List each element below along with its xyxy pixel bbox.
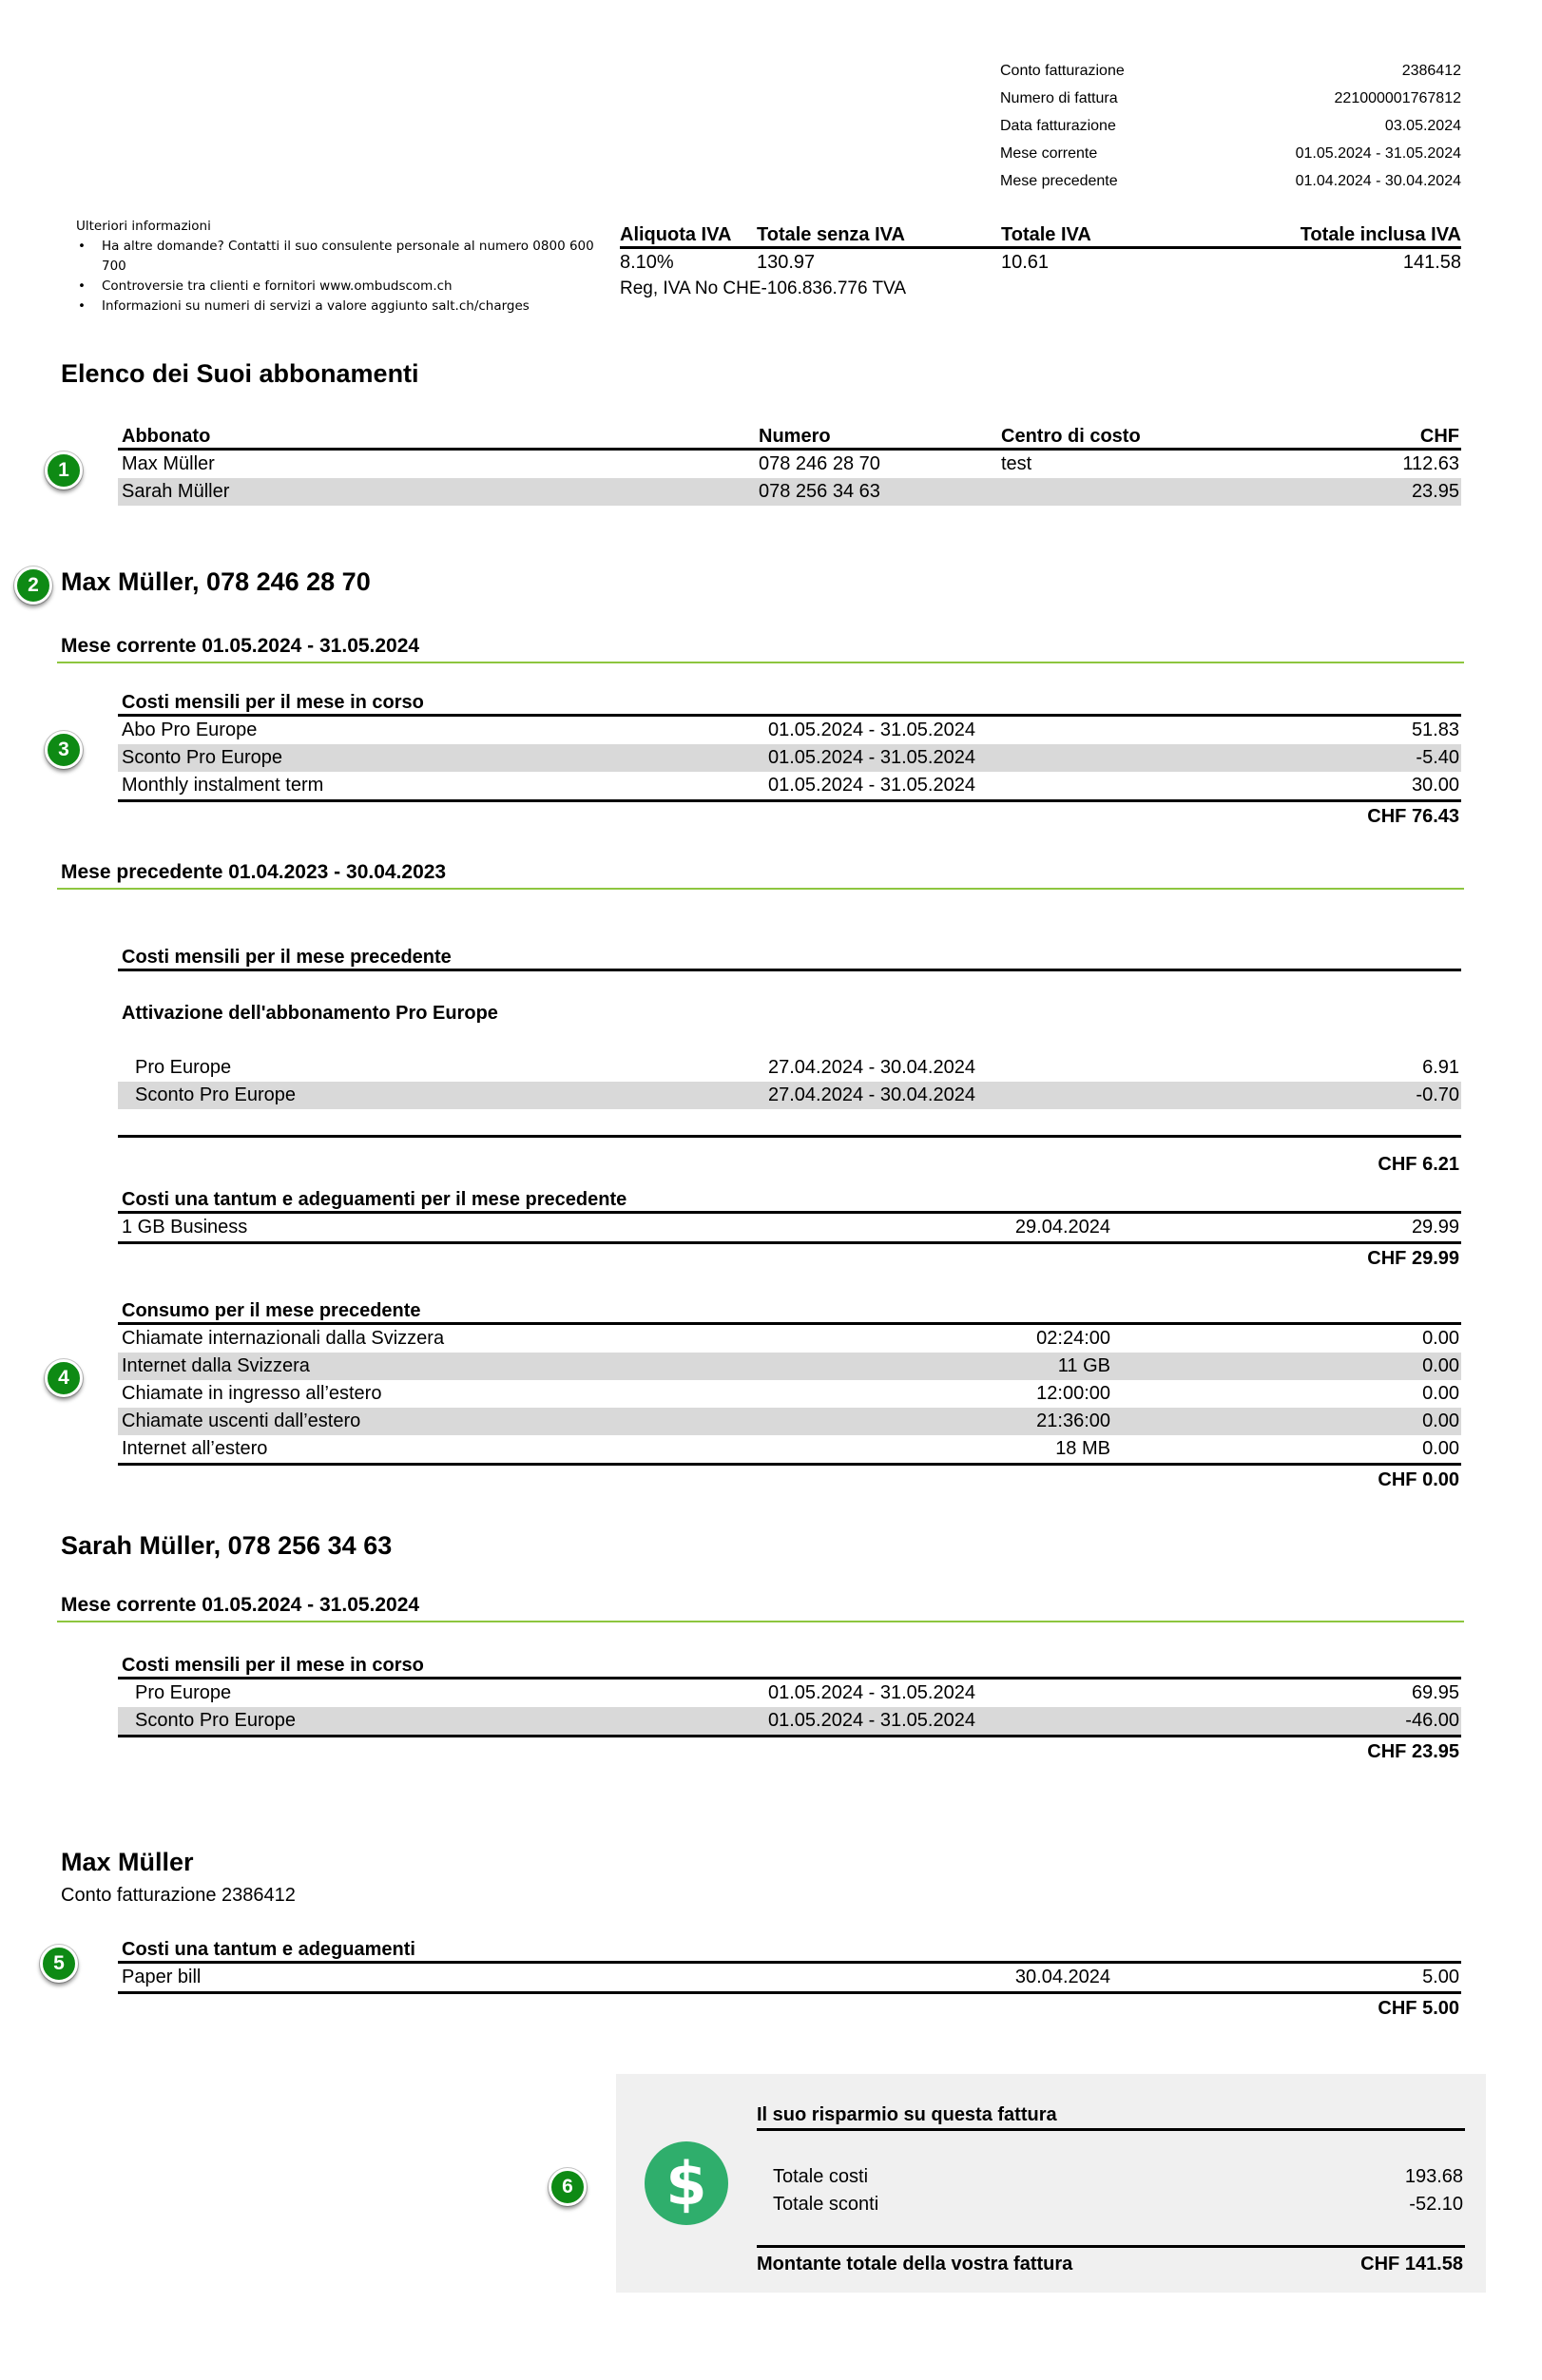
table-row — [118, 717, 1461, 744]
table-title: Costi mensili per il mese precedente — [118, 946, 1461, 971]
item-name: Chiamate in ingresso all’estero — [122, 1383, 382, 1404]
item-usage: 21:36:00 — [1036, 1411, 1110, 1431]
vat-header: Aliquota IVA — [620, 224, 732, 245]
table-total: CHF 29.99 — [1367, 1247, 1459, 1269]
header-value: 01.04.2024 - 30.04.2024 — [1295, 172, 1461, 189]
item-name: Abo Pro Europe — [122, 720, 258, 740]
table-total: CHF 23.95 — [1367, 1740, 1459, 1762]
subscriber-name: Sarah Müller — [122, 481, 230, 502]
table-row — [118, 1380, 1461, 1408]
account-holder-name: Max Müller — [61, 1848, 194, 1876]
item-usage: 18 MB — [1055, 1438, 1110, 1459]
item-name: Internet dalla Svizzera — [122, 1355, 310, 1376]
vat-value-row — [620, 249, 1461, 276]
item-name: Internet all’estero — [122, 1438, 268, 1459]
badge-5: 5 — [40, 1945, 78, 1983]
vat-total-incl: 141.58 — [1402, 251, 1461, 273]
more-info-item: • Controversie tra clienti e fornitori www.ombudscom.ch — [76, 277, 608, 297]
item-name: Pro Europe — [135, 1682, 232, 1703]
max-previous-one-time-costs — [118, 1188, 1461, 1273]
subscriber-cost-center: test — [1001, 453, 1032, 474]
table-row — [118, 1679, 1461, 1707]
table-row — [118, 744, 1461, 772]
table-row — [118, 1054, 1461, 1082]
item-amount: -46.00 — [1405, 1710, 1459, 1731]
savings-total-row — [757, 2248, 1465, 2280]
header-label: Mese corrente — [1000, 144, 1098, 162]
item-amount: 5.00 — [1422, 1967, 1459, 1987]
table-row — [118, 1964, 1461, 1991]
savings-value: 193.68 — [1404, 2166, 1463, 2187]
max-previous-monthly-costs — [118, 946, 1461, 1180]
more-info-title: Ulteriori informazioni — [76, 219, 211, 234]
header-label: Data fatturazione — [1000, 117, 1116, 134]
more-info-item: • Informazioni su numeri di servizi a valore aggiunto salt.ch/charges — [76, 297, 608, 317]
savings-total-value: CHF 141.58 — [1360, 2253, 1463, 2274]
badge-1: 1 — [45, 451, 83, 489]
header-value: 01.05.2024 - 31.05.2024 — [1295, 144, 1461, 162]
item-amount: 69.95 — [1411, 1682, 1459, 1703]
badge-2: 2 — [14, 566, 52, 605]
table-total: CHF 76.43 — [1367, 805, 1459, 827]
spacer — [118, 971, 1461, 1000]
item-amount: 0.00 — [1422, 1383, 1459, 1404]
header-value: 2386412 — [1401, 62, 1461, 79]
dollar-icon: $ — [645, 2141, 728, 2225]
subscriptions-table — [118, 423, 1461, 506]
max-current-monthly-costs — [118, 691, 1461, 831]
item-amount: 0.00 — [1422, 1438, 1459, 1459]
table-row — [118, 478, 1461, 506]
badge-3: 3 — [45, 731, 83, 769]
item-name: Monthly instalment term — [122, 775, 324, 796]
item-amount: 30.00 — [1411, 775, 1459, 796]
item-name: Sconto Pro Europe — [135, 1710, 296, 1731]
col-header-chf: CHF — [1419, 426, 1459, 447]
badge-6: 6 — [549, 2168, 587, 2206]
vat-total: 10.61 — [1001, 251, 1050, 273]
sarah-section-title: Sarah Müller, 078 256 34 63 — [61, 1531, 393, 1560]
item-name: Chiamate uscenti dall’estero — [122, 1411, 361, 1431]
table-row — [118, 1214, 1461, 1241]
table-title: Costi mensili per il mese in corso — [118, 691, 1461, 717]
table-total: CHF 6.21 — [1378, 1154, 1459, 1175]
col-header-subscriber: Abbonato — [122, 426, 211, 447]
subscriber-amount: 23.95 — [1411, 481, 1459, 502]
badge-4: 4 — [45, 1359, 83, 1397]
item-amount: -0.70 — [1416, 1084, 1459, 1105]
item-amount: 0.00 — [1422, 1411, 1459, 1431]
max-current-month-header: Mese corrente 01.05.2024 - 31.05.2024 — [57, 635, 1464, 663]
table-row — [118, 1325, 1461, 1353]
item-date: 30.04.2024 — [1014, 1967, 1110, 1987]
col-header-number: Numero — [759, 426, 831, 447]
table-title: Costi mensili per il mese in corso — [118, 1654, 1461, 1679]
header-row-invoice-number — [1000, 85, 1461, 112]
item-period: 27.04.2024 - 30.04.2024 — [768, 1057, 975, 1078]
item-period: 27.04.2024 - 30.04.2024 — [768, 1084, 975, 1105]
header-label: Numero di fattura — [1000, 89, 1118, 106]
more-info-list — [76, 237, 608, 317]
header-value: 221000001767812 — [1334, 89, 1461, 106]
savings-title: Il suo risparmio su questa fattura — [757, 2102, 1465, 2131]
sarah-current-month-header: Mese corrente 01.05.2024 - 31.05.2024 — [57, 1594, 1464, 1622]
header-row-account — [1000, 57, 1461, 85]
subscriber-name: Max Müller — [122, 453, 215, 474]
max-previous-month-header: Mese precedente 01.04.2023 - 30.04.2023 — [57, 861, 1464, 890]
header-label: Mese precedente — [1000, 172, 1118, 189]
subscriber-number: 078 256 34 63 — [759, 481, 880, 502]
item-period: 01.05.2024 - 31.05.2024 — [768, 1710, 975, 1731]
item-date: 29.04.2024 — [1014, 1217, 1110, 1238]
item-name: Sconto Pro Europe — [135, 1084, 296, 1105]
savings-total-label: Montante totale della vostra fattura — [757, 2253, 1073, 2274]
item-amount: 6.91 — [1422, 1057, 1459, 1078]
header-row-previous-month — [1000, 167, 1461, 195]
table-row — [118, 1082, 1461, 1109]
savings-rule — [757, 2218, 1465, 2248]
max-previous-usage — [118, 1299, 1461, 1494]
subscriptions-title: Elenco dei Suoi abbonamenti — [61, 359, 419, 388]
item-amount: 0.00 — [1422, 1355, 1459, 1376]
vat-table — [620, 221, 1461, 302]
item-name: 1 GB Business — [122, 1217, 248, 1238]
subscriptions-header-row — [118, 423, 1461, 451]
more-info-item: • Ha altre domande? Contatti il suo consulente personale al numero 0800 600 700 — [76, 237, 608, 277]
item-amount: 29.99 — [1411, 1217, 1459, 1238]
spacer — [118, 1109, 1461, 1135]
subscriber-amount: 112.63 — [1402, 453, 1459, 474]
savings-value: -52.10 — [1409, 2194, 1463, 2215]
account-line: Conto fatturazione 2386412 — [61, 1885, 296, 1906]
item-name: Pro Europe — [135, 1057, 232, 1078]
max-section-title: Max Müller, 078 246 28 70 — [61, 567, 371, 596]
vat-rate: 8.10% — [620, 251, 674, 273]
table-row — [118, 1408, 1461, 1435]
item-usage: 11 GB — [1057, 1355, 1110, 1376]
savings-content — [757, 2102, 1465, 2280]
item-amount: 51.83 — [1411, 720, 1459, 740]
vat-header: Totale IVA — [1001, 224, 1091, 245]
table-row — [118, 1353, 1461, 1380]
vat-header: Totale inclusa IVA — [1300, 224, 1461, 245]
subscriber-number: 078 246 28 70 — [759, 453, 880, 474]
spacer — [757, 2131, 1465, 2163]
col-header-cost-center: Centro di costo — [1001, 426, 1141, 447]
savings-label: Totale sconti — [773, 2194, 879, 2215]
item-usage: 12:00:00 — [1036, 1383, 1110, 1404]
vat-registration: Reg, IVA No CHE-106.836.776 TVA — [620, 278, 907, 298]
item-name: Sconto Pro Europe — [122, 747, 282, 768]
table-title: Consumo per il mese precedente — [118, 1299, 1461, 1325]
item-period: 01.05.2024 - 31.05.2024 — [768, 775, 975, 796]
item-amount: 0.00 — [1422, 1328, 1459, 1349]
header-value: 03.05.2024 — [1384, 117, 1461, 134]
table-title: Costi una tantum e adeguamenti per il mese precedente — [118, 1188, 1461, 1214]
table-row — [118, 1707, 1461, 1735]
table-title: Costi una tantum e adeguamenti — [118, 1938, 1461, 1964]
account-one-time-costs — [118, 1938, 1461, 2023]
vat-header-row — [620, 221, 1461, 249]
table-total: CHF 0.00 — [1378, 1468, 1459, 1490]
table-row — [118, 451, 1461, 478]
vat-header: Totale senza IVA — [757, 224, 905, 245]
header-row-invoice-date — [1000, 112, 1461, 140]
savings-row — [757, 2163, 1465, 2191]
item-period: 01.05.2024 - 31.05.2024 — [768, 1682, 975, 1703]
savings-label: Totale costi — [773, 2166, 869, 2187]
spacer — [118, 1027, 1461, 1054]
vat-total-excl: 130.97 — [757, 251, 816, 273]
item-usage: 02:24:00 — [1036, 1328, 1110, 1349]
savings-row — [757, 2191, 1465, 2218]
header-row-current-month — [1000, 140, 1461, 167]
sarah-current-monthly-costs — [118, 1654, 1461, 1766]
table-total: CHF 5.00 — [1378, 1997, 1459, 2019]
item-name: Paper bill — [122, 1967, 202, 1987]
table-row — [118, 772, 1461, 799]
item-amount: -5.40 — [1416, 747, 1459, 768]
header-label: Conto fatturazione — [1000, 62, 1125, 79]
table-row — [118, 1435, 1461, 1463]
more-info-block — [76, 217, 608, 317]
table-subtitle: Attivazione dell'abbonamento Pro Europe — [122, 1003, 498, 1024]
item-period: 01.05.2024 - 31.05.2024 — [768, 720, 975, 740]
item-name: Chiamate internazionali dalla Svizzera — [122, 1328, 445, 1349]
item-period: 01.05.2024 - 31.05.2024 — [768, 747, 975, 768]
